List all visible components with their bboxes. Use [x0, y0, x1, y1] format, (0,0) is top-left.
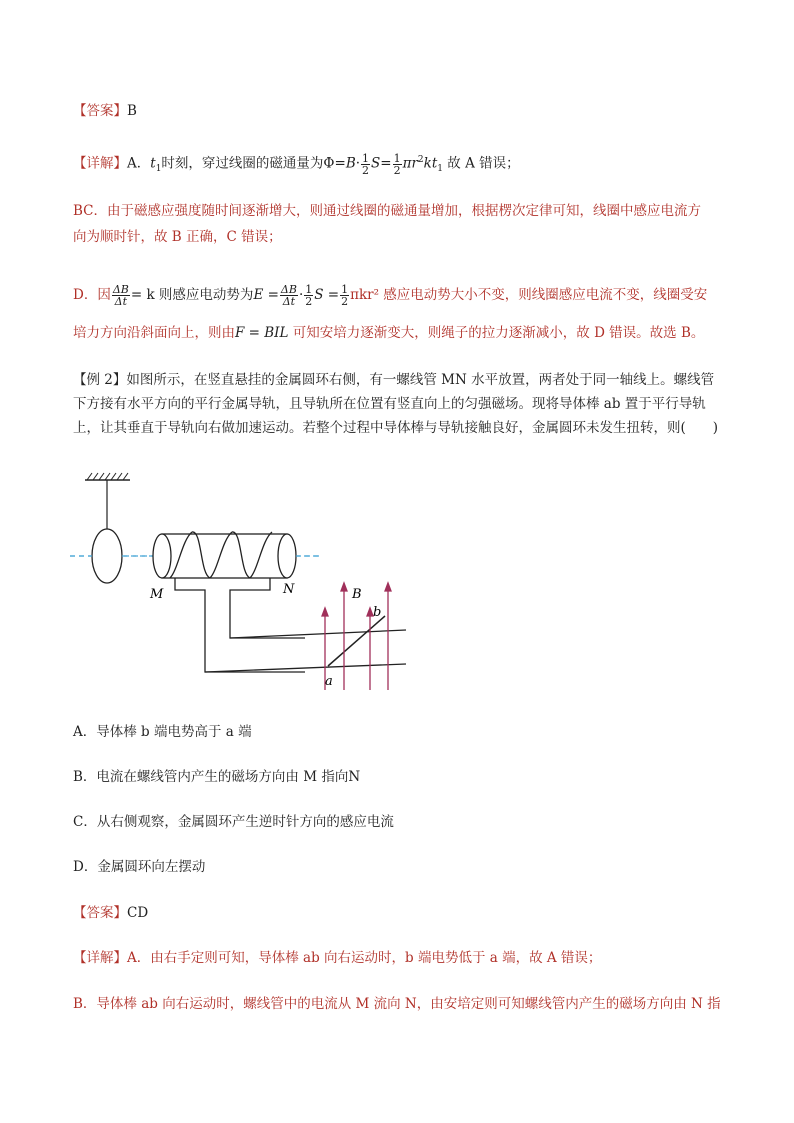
- label-a: a: [325, 674, 333, 689]
- text-end: 故 A 错误；: [443, 155, 520, 172]
- text: 培力方向沿斜面向上，则由: [73, 325, 235, 341]
- text: πkr² 感应电动势大小不变，则线圈感应电流不变，线圈受安: [350, 287, 708, 303]
- fraction-half: $\frac{1}{2}$: [362, 151, 370, 177]
- detail-1-bc: [73, 201, 723, 247]
- answer-2: [73, 903, 723, 923]
- text: 可知安培力逐渐变大，则绳子的拉力逐渐减小，故 D 错误。故选 B。: [288, 325, 705, 341]
- label-b: b: [373, 605, 382, 620]
- text: = k 则感应电动势为: [130, 287, 254, 303]
- eq: =: [380, 155, 392, 172]
- sup-2: 2: [417, 155, 424, 165]
- var-S: S =: [314, 287, 340, 303]
- option-prefix: A．: [127, 155, 151, 172]
- option-d: D．金属圆环向左摆动: [73, 859, 206, 875]
- detail-1-a: [73, 148, 723, 181]
- var-B: B: [345, 155, 356, 172]
- dot: ·: [355, 155, 361, 172]
- line: 如图所示，在竖直悬挂的金属圆环右侧，有一螺线管 MN 水平放置，两者处于同一轴线上。螺线管: [126, 372, 715, 388]
- var-t: t: [150, 155, 156, 172]
- fraction-dB-dt: $\frac{\Delta B}{\Delta t}$: [112, 283, 129, 308]
- answer-tag: 【答案】: [73, 103, 127, 119]
- option-a: A．导体棒 b 端电势高于 a 端: [73, 724, 252, 740]
- sub-1: 1: [155, 164, 162, 175]
- solenoid-figure: [70, 470, 430, 695]
- kt: kt: [423, 155, 438, 172]
- option-c: C．从右侧观察，金属圆环产生逆时针方向的感应电流: [73, 814, 394, 830]
- pi-r: πr: [402, 155, 418, 172]
- answer-value: CD: [127, 905, 149, 921]
- answer-1: [73, 101, 723, 121]
- label-M: M: [150, 587, 164, 602]
- fraction-half-4: $\frac{1}{2}$: [341, 283, 349, 308]
- example-tag: 【例 2】: [73, 372, 127, 388]
- option-b: B．电流在螺线管内产生的磁场方向由 M 指向N: [73, 769, 361, 785]
- formula-F: F = BIL: [235, 325, 289, 341]
- fraction-half-2: $\frac{1}{2}$: [393, 151, 401, 177]
- line: A．由右手定则可知，导体棒 ab 向右运动时，b 端电势低于 a 端，故 A 错误；: [127, 950, 602, 966]
- fraction-dB-dt-2: $\frac{\Delta B}{\Delta t}$: [280, 283, 297, 308]
- answer-tag: 【答案】: [73, 905, 127, 921]
- label-B: B: [352, 587, 362, 602]
- text: 时刻，穿过线圈的磁通量为Φ=: [161, 155, 346, 172]
- detail-1-d-line2: [73, 323, 723, 343]
- dot: ·: [298, 287, 304, 303]
- answer-value: B: [127, 103, 137, 119]
- detail-tag: 【详解】: [73, 950, 127, 966]
- var-S: S: [371, 155, 381, 172]
- example-2: [73, 368, 723, 440]
- line: 上，让其垂直于导轨向右做加速运动。若整个过程中导体棒与导轨接触良好，金属圆环未发生扭转，则( ): [73, 420, 719, 436]
- label-N: N: [283, 582, 295, 597]
- line: 下方接有水平方向的平行金属导轨，且导轨所在位置有竖直向上的匀强磁场。现将导体棒 ab 置于平行导轨: [73, 396, 706, 412]
- sub-1b: 1: [437, 164, 443, 175]
- detail-1-d: [73, 283, 723, 307]
- detail-2-a: [73, 948, 723, 968]
- line: 向为顺时针，故 B 正确，C 错误；: [73, 229, 282, 245]
- detail-tag: 【详解】: [73, 155, 127, 172]
- fraction-half-3: $\frac{1}{2}$: [305, 283, 313, 308]
- var-E: E =: [253, 287, 279, 303]
- text: D．因: [73, 287, 111, 303]
- detail-2-b: B．导体棒 ab 向右运动时，螺线管中的电流从 M 流向 N，由安培定则可知螺线管内产生的磁场方向由 N 指: [73, 996, 721, 1012]
- line: BC．由于磁感应强度随时间逐渐增大，则通过线圈的磁通量增加，根据楞次定律可知，线圈中感应电流方: [73, 203, 701, 219]
